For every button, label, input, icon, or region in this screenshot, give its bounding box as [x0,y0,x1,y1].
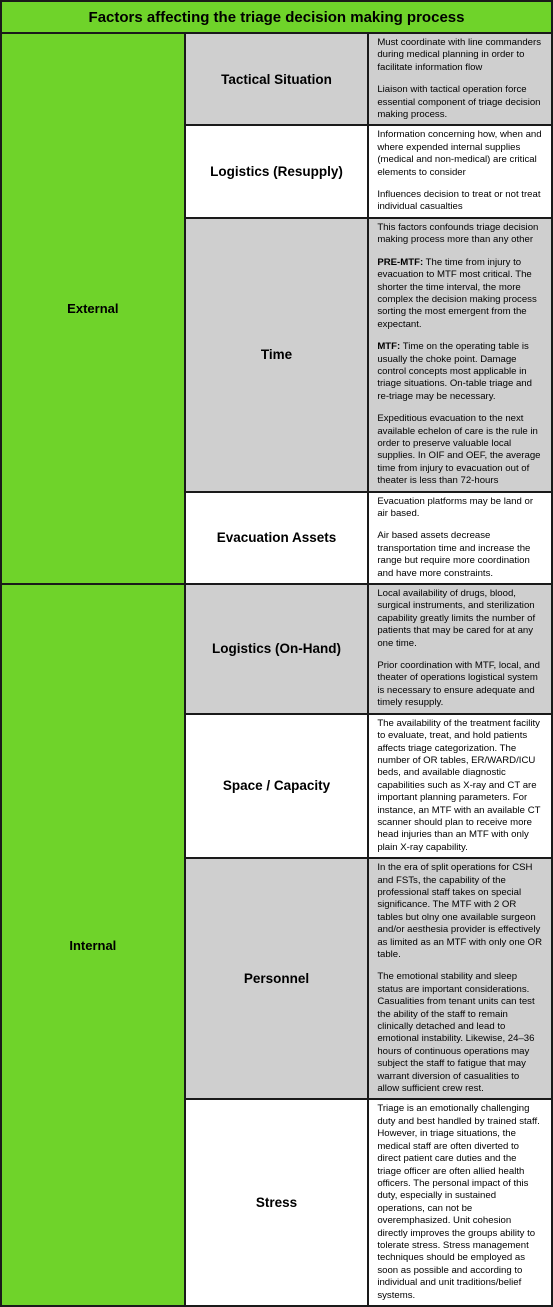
paragraph-text: Liaison with tactical operation force essential component of triage decision making process. [377,84,541,121]
paragraph-text: Must coordinate with line commanders during medical planning in order to facilitate information flow [377,37,542,73]
factor-name: Space / Capacity [185,714,369,858]
description-paragraph [377,257,543,331]
paragraph-lead-label: MTF: [377,341,401,353]
factor-description [368,218,552,492]
paragraph-text: Information concerning how, when and where expended internal supplies (medical and non-medical) are critical elements to consider [377,129,542,178]
factor-description [368,125,552,217]
paragraph-text: Expeditious evacuation to the next available echelon of care is the rule in order to preserve valuable local supplies. In OIF and OEF, the average time from injury to evacuation out of theater is less than 72-hours [377,413,541,487]
factor-name: Personnel [185,858,369,1099]
description-paragraph [377,718,543,854]
factor-description [368,858,552,1099]
paragraph-text: The emotional stability and sleep status are important considerations. Casualities from tenant units can test the ability of the staff to remain clinically detached and lead to emotional instability. Likewise, 24–36 hours of continuous operations may subject the staff to fatigue that may warrant diversion of casualities to allow sufficient crew rest. [377,971,535,1095]
factor-name: Logistics (On-Hand) [185,584,369,714]
factor-description [368,492,552,584]
factor-description [368,584,552,714]
factor-name: Logistics (Resupply) [185,125,369,217]
paragraph-text: Local availability of drugs, blood, surgical instruments, and sterilization capability greatly limits the number of patients that may be cared for at any one time. [377,588,536,649]
group-label-internal: Internal [1,584,185,1306]
description-paragraph [377,660,543,710]
paragraph-text: In the era of split operations for CSH and FSTs, the capability of the professional staff takes on special significance. The MTF with 2 OR tables but olny one available surgeon and/or aesthesia provider is effectively as limited as an MTF with only one OR table. [377,862,543,960]
description-paragraph [377,1103,543,1302]
factor-description [368,33,552,125]
paragraph-text: Evacuation platforms may be land or air based. [377,495,534,519]
paragraph-lead-label: PRE-MTF: [377,256,424,268]
paragraph-text: The availability of the treatment facility to evaluate, treat, and hold patients affects triage categorization. The number of OR tables, ER/WARD/ICU beds, and available diagnostic capabilities such as X-ray and CT are important planning parameters. For instance, an MTF with an available CT scanner should plan to receive more head injuries than an MTF with only plain X-ray capability. [377,717,541,853]
description-paragraph [377,189,543,214]
description-paragraph [377,862,543,961]
description-paragraph [377,129,543,179]
paragraph-text: Influences decision to treat or not treat individual casualties [377,189,541,213]
description-paragraph [377,971,543,1095]
description-paragraph [377,37,543,74]
description-paragraph [377,496,543,521]
description-paragraph [377,588,543,650]
factor-name: Stress [185,1099,369,1306]
factor-name: Evacuation Assets [185,492,369,584]
factor-name: Time [185,218,369,492]
table-title: Factors affecting the triage decision making process [1,1,552,33]
paragraph-text: The time from injury to evacuation to MTF most critical. The shorter the time interval, the more complex the decision making process sorting the most emergent from the expectant. [377,256,537,330]
description-paragraph [377,84,543,121]
description-paragraph [377,341,543,403]
paragraph-text: This factors confounds triage decision making process more than any other [377,221,539,246]
factor-description [368,714,552,858]
description-paragraph [377,530,543,580]
group-label-external: External [1,33,185,584]
description-paragraph [377,413,543,487]
factor-description [368,1099,552,1306]
paragraph-text: Triage is an emotionally challenging duty and best handled by trained staff. However, in triage situations, the medical staff are often diverted to direct patient care duties and the triage officer are often allied health officers. The personal impact of this duty, especially in sustained operations, can not be overemphasized. Unit cohesion directly improves the groups ability to tolerate stress. Stress management techniques should be employed as soon as possible and according to individual and unit traditions/belief systems. [377,1103,540,1301]
paragraph-text: Time on the operating table is usually the choke point. Damage control concepts most applicable in triage situations. On-table triage and re-triage may be necessary. [377,341,532,402]
factor-name: Tactical Situation [185,33,369,125]
description-paragraph [377,222,543,247]
paragraph-text: Air based assets decrease transportation time and increase the range but require more coordination and have more constraints. [377,530,531,579]
paragraph-text: Prior coordination with MTF, local, and theater of operations logistical system is necessary to ensure adequate and timely resupply. [377,660,540,709]
